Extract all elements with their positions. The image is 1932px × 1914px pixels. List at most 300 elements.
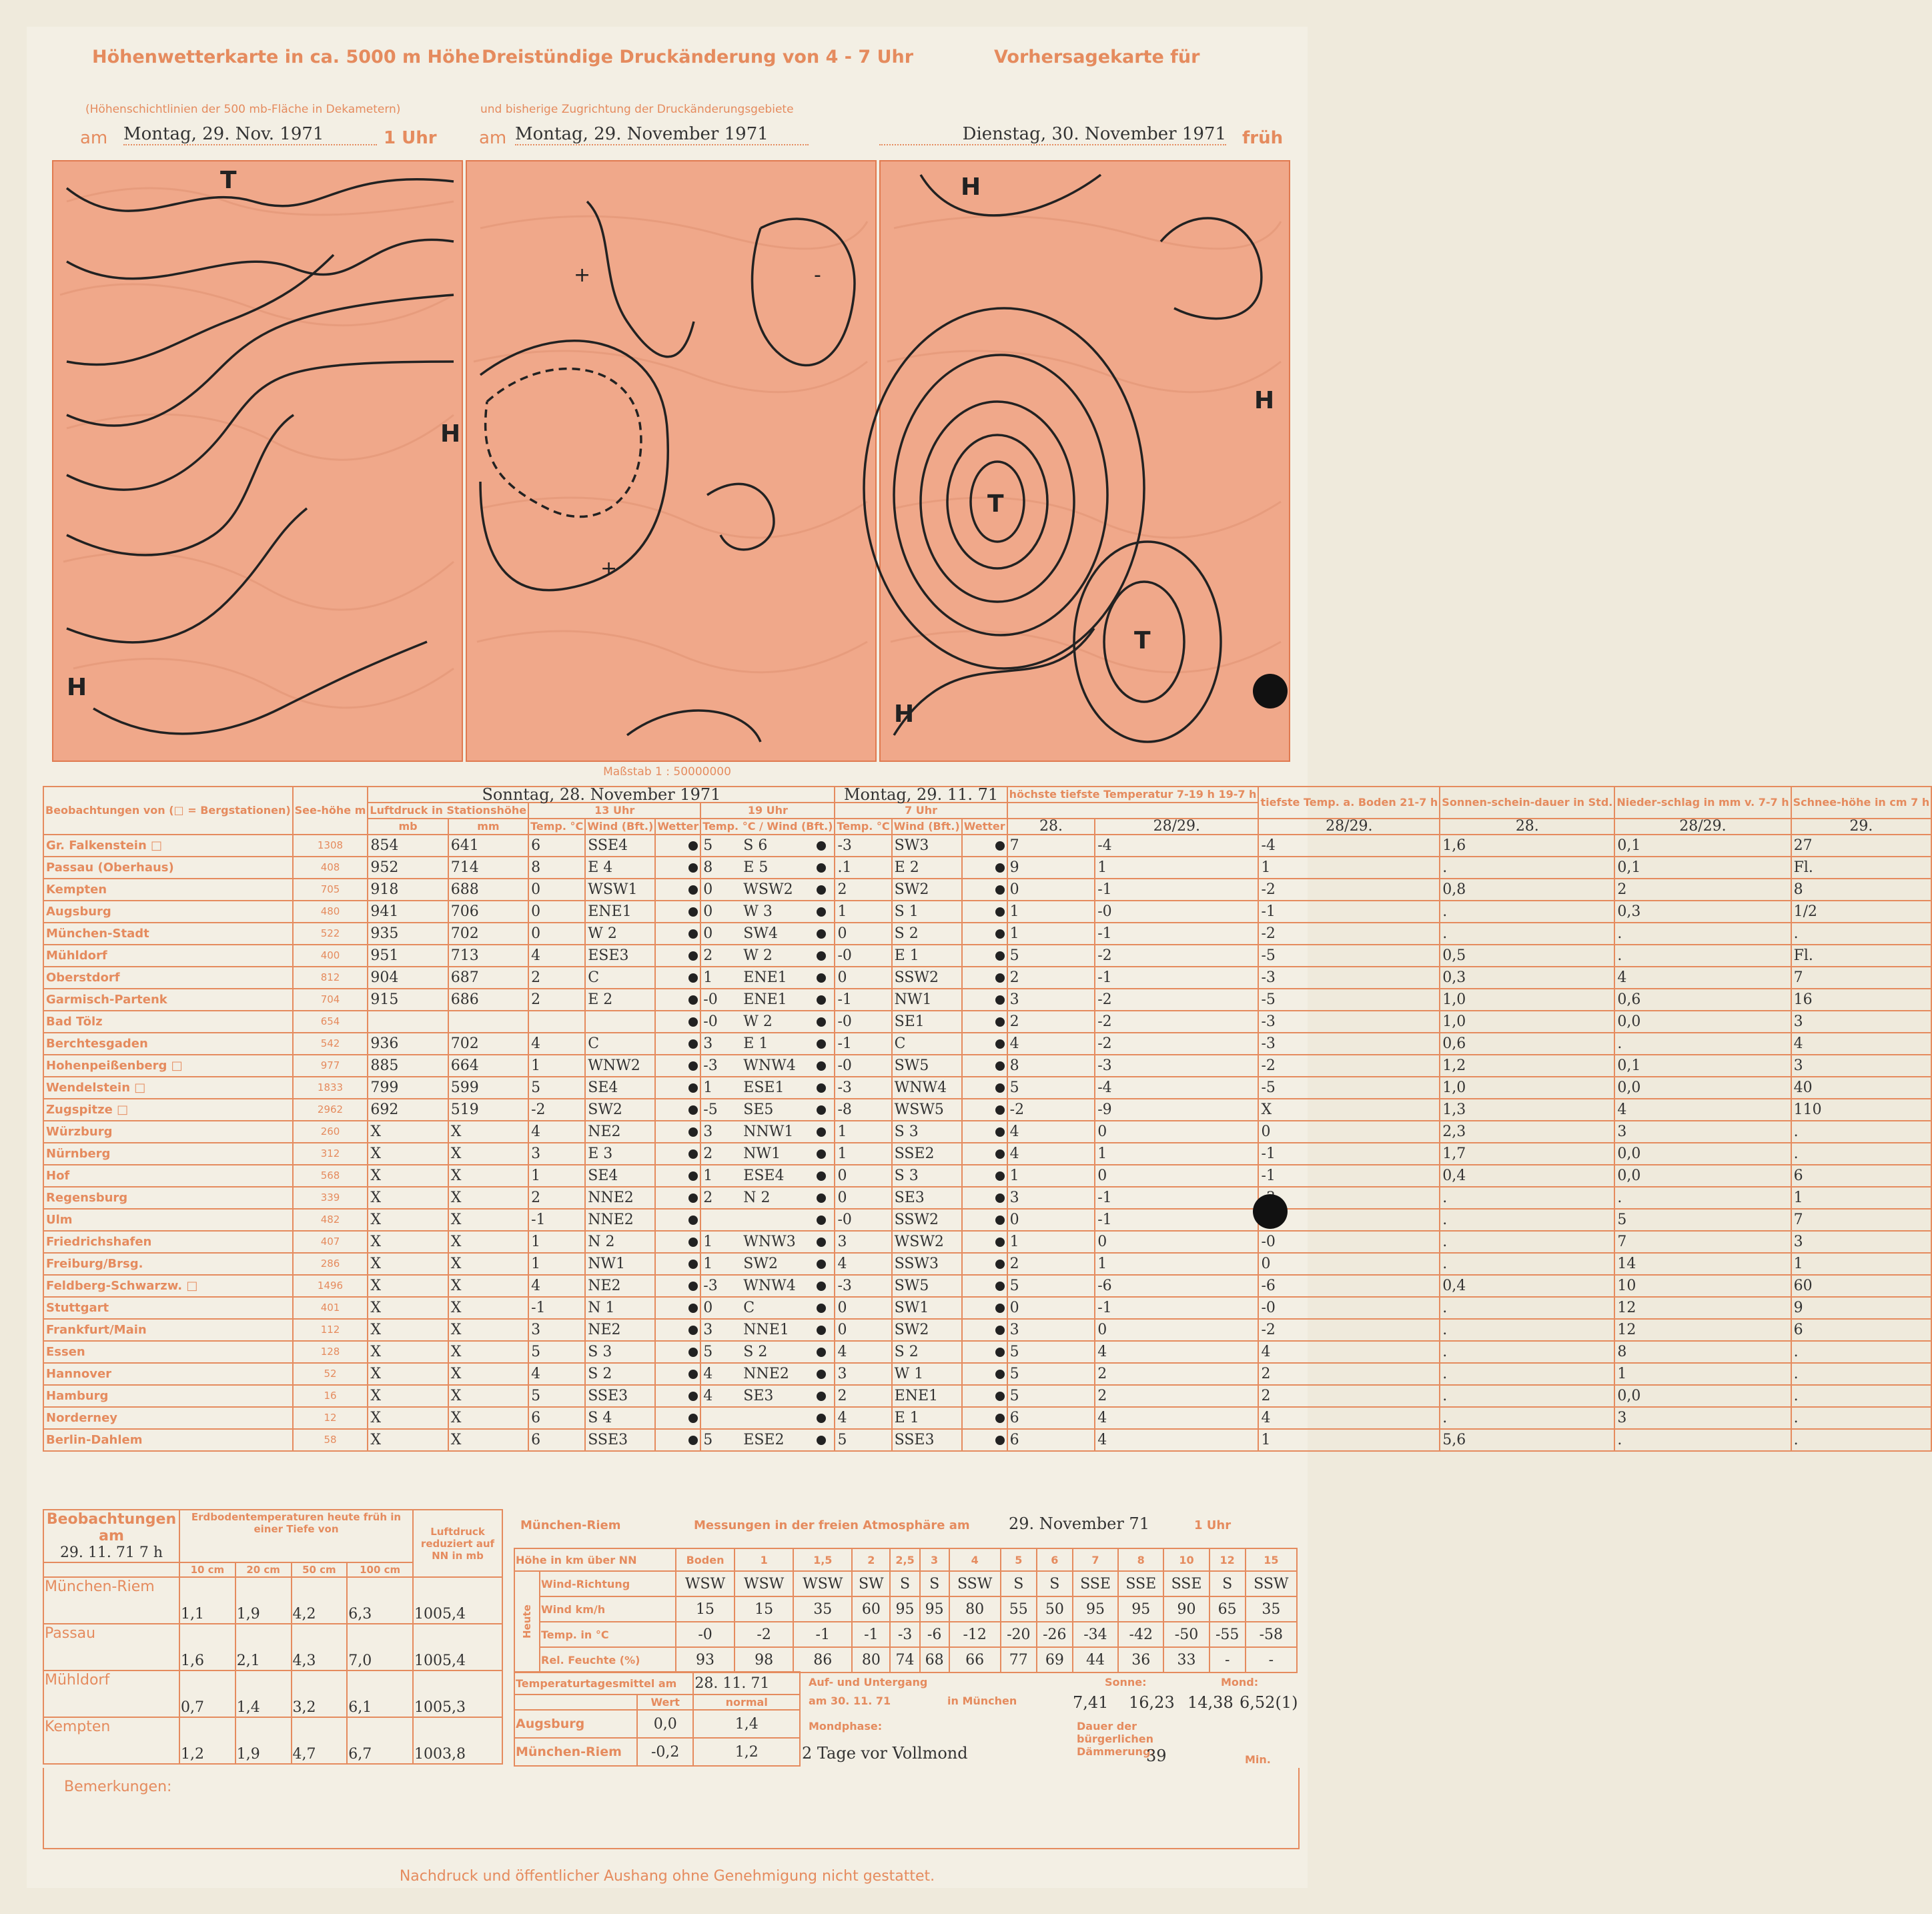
table-row	[514, 1622, 1297, 1647]
obs19-cell	[700, 945, 835, 967]
tmax: -2	[1007, 1099, 1095, 1121]
temp13: 5	[528, 1341, 585, 1363]
luft-mm: X	[448, 1385, 528, 1407]
soil-value: 4,7	[292, 1717, 348, 1764]
wind19: ESE4	[743, 1167, 785, 1184]
weather-symbol-icon	[995, 1127, 1005, 1137]
schnee: 8	[1791, 879, 1932, 901]
station-name: Regensburg	[43, 1187, 293, 1209]
temp19: 4	[703, 1366, 713, 1382]
luft-mm: X	[448, 1231, 528, 1253]
sonne: 1,0	[1440, 1077, 1614, 1099]
wind13: WSW1	[585, 879, 655, 901]
remarks-label: Bemerkungen:	[64, 1779, 172, 1795]
luft-mm: X	[448, 1429, 528, 1451]
luft-mb: 936	[368, 1033, 448, 1055]
tmin: 0	[1095, 1231, 1258, 1253]
table-row	[43, 835, 1931, 857]
tmin: -1	[1095, 1187, 1258, 1209]
temp13: -2	[528, 1099, 585, 1121]
luft-mb: X	[368, 1143, 448, 1165]
map-pressure-change	[466, 160, 877, 762]
atmos-value: SSE	[1073, 1571, 1118, 1596]
table-row	[43, 857, 1931, 879]
nieder: .	[1614, 923, 1791, 945]
nieder: 0,6	[1614, 989, 1791, 1011]
weather-symbol-icon	[995, 1238, 1005, 1247]
wind13	[585, 1011, 655, 1033]
hdr-day2: Montag, 29. 11. 71	[835, 787, 1007, 803]
obs19-cell	[700, 879, 835, 901]
map1-am: am	[80, 128, 108, 148]
luft-mm: 702	[448, 1033, 528, 1055]
wetter7	[962, 857, 1007, 879]
wetter7	[962, 1341, 1007, 1363]
temp7: -0	[835, 1209, 891, 1231]
sonne: 0,4	[1440, 1165, 1614, 1187]
wetter7	[962, 1363, 1007, 1385]
weather-symbol-icon	[688, 1017, 698, 1027]
wetter7	[962, 1165, 1007, 1187]
weather-symbol-icon	[688, 841, 698, 851]
mittel-value: 0,0	[637, 1710, 693, 1738]
wetter7	[962, 1429, 1007, 1451]
table-row	[43, 1143, 1931, 1165]
soil-value: 1,9	[235, 1577, 292, 1624]
observations-table	[43, 786, 1932, 1452]
hdr-13uhr: 13 Uhr	[528, 803, 700, 819]
svg-text:H: H	[1254, 387, 1275, 414]
weather-symbol-icon	[688, 1414, 698, 1423]
weather-symbol-icon	[995, 863, 1005, 873]
hdr-wind13: Wind (Bft.)	[585, 819, 655, 835]
wind19: NNW1	[743, 1123, 794, 1140]
soil-erd: Erdbodentemperaturen heute früh in einer Tiefe von	[179, 1510, 413, 1562]
obs19-cell	[700, 1429, 835, 1451]
wind7: S 2	[892, 923, 962, 945]
schnee: Fl.	[1791, 945, 1932, 967]
wind7: NW1	[892, 989, 962, 1011]
atmos-value: 95	[1073, 1596, 1118, 1622]
sonne: 1,3	[1440, 1099, 1614, 1121]
wetter7	[962, 1319, 1007, 1341]
station-name: Mühldorf	[43, 945, 293, 967]
table-row	[43, 1670, 502, 1717]
wind7: WSW5	[892, 1099, 962, 1121]
table-row	[43, 945, 1931, 967]
tmin: 0	[1095, 1121, 1258, 1143]
table-row	[43, 1341, 1931, 1363]
luft-mm: 688	[448, 879, 528, 901]
table-row	[43, 1209, 1931, 1231]
temp19: 2	[703, 1145, 713, 1162]
wetter7	[962, 923, 1007, 945]
weather-symbol-icon	[688, 973, 698, 983]
weather-symbol-icon	[688, 1216, 698, 1225]
sonne: 1,7	[1440, 1143, 1614, 1165]
wind19: ENE1	[743, 969, 787, 986]
wetter13	[655, 879, 700, 901]
sonne: .	[1440, 1385, 1614, 1407]
atmos-level: 5	[1001, 1548, 1037, 1571]
wind7: S 1	[892, 901, 962, 923]
nieder: 3	[1614, 1121, 1791, 1143]
soil-depth: 50 cm	[292, 1562, 348, 1577]
wetter13	[655, 1055, 700, 1077]
wind19: S 6	[743, 837, 768, 854]
obs19-cell	[700, 1187, 835, 1209]
seehoehe: 1833	[293, 1077, 368, 1099]
weather-symbol-icon	[995, 1370, 1005, 1379]
table-row	[514, 1710, 800, 1738]
wetter13	[655, 1319, 700, 1341]
wetter7	[962, 1099, 1007, 1121]
luft-mb: X	[368, 1231, 448, 1253]
hdr-temp7: Temp. °C	[835, 819, 891, 835]
temp19: 5	[703, 1344, 713, 1360]
soil-value: 1,4	[235, 1670, 292, 1717]
table-row	[514, 1571, 1297, 1596]
punch-hole-top	[1253, 674, 1288, 708]
wetter13	[655, 1077, 700, 1099]
wind19: W 2	[743, 1013, 773, 1030]
seehoehe: 542	[293, 1033, 368, 1055]
temp19: 1	[703, 969, 713, 986]
weather-symbol-icon	[688, 1348, 698, 1357]
tmax: 4	[1007, 1143, 1095, 1165]
temp19: 1	[703, 1167, 713, 1184]
wind7: SSE3	[892, 1429, 962, 1451]
temp19: 0	[703, 881, 713, 898]
map2-title: Dreistündige Druckänderung von 4 - 7 Uhr	[482, 47, 914, 67]
schnee: 6	[1791, 1319, 1932, 1341]
station-name: Friedrichshafen	[43, 1231, 293, 1253]
temp19: 1	[703, 1079, 713, 1096]
wind19: SE3	[743, 1388, 774, 1404]
wetter13	[655, 1407, 700, 1429]
nieder: 3	[1614, 1407, 1791, 1429]
wind13: S 2	[585, 1363, 655, 1385]
schnee: 3	[1791, 1011, 1932, 1033]
temp7: -3	[835, 1077, 891, 1099]
mittel-date: 28. 11. 71	[693, 1672, 800, 1695]
tboden: -1	[1258, 1165, 1440, 1187]
soil-value: 1005,4	[413, 1577, 502, 1624]
wetter7	[962, 1297, 1007, 1319]
nieder: 12	[1614, 1297, 1791, 1319]
tmax: 7	[1007, 835, 1095, 857]
station-name: Würzburg	[43, 1121, 293, 1143]
station-name: Zugspitze □	[43, 1099, 293, 1121]
tmax: 5	[1007, 1363, 1095, 1385]
wind7: E 1	[892, 945, 962, 967]
weather-symbol-icon	[995, 907, 1005, 917]
luft-mb: 692	[368, 1099, 448, 1121]
seehoehe: 286	[293, 1253, 368, 1275]
schnee: 7	[1791, 1209, 1932, 1231]
luft-mm: 519	[448, 1099, 528, 1121]
seehoehe: 522	[293, 923, 368, 945]
obs19-cell	[700, 1407, 835, 1429]
station-name: Hannover	[43, 1363, 293, 1385]
hdr-d3: 28/29.	[1258, 819, 1440, 835]
nieder: 12	[1614, 1319, 1791, 1341]
temp7: -1	[835, 989, 891, 1011]
atmos-value: 80	[852, 1647, 890, 1672]
wind7: SE1	[892, 1011, 962, 1033]
atmos-level: 12	[1210, 1548, 1246, 1571]
tboden: -1	[1258, 1143, 1440, 1165]
luft-mb: 885	[368, 1055, 448, 1077]
temp13: 3	[528, 1319, 585, 1341]
atmos-value: 93	[676, 1647, 735, 1672]
schnee: .	[1791, 1121, 1932, 1143]
temp19: 3	[703, 1123, 713, 1140]
obs19-cell	[700, 1275, 835, 1297]
soil-depth: 20 cm	[235, 1562, 292, 1577]
schnee: 3	[1791, 1231, 1932, 1253]
table-row	[514, 1738, 800, 1766]
weather-symbol-icon	[688, 907, 698, 917]
atmos-level: 2	[852, 1548, 890, 1571]
station-name: Kempten	[43, 879, 293, 901]
sun-am: am 30. 11. 71	[809, 1695, 891, 1707]
weather-symbol-icon	[817, 1414, 826, 1423]
sonne: .	[1440, 857, 1614, 879]
luft-mm: 702	[448, 923, 528, 945]
nieder: .	[1614, 1429, 1791, 1451]
temp19: -0	[703, 991, 718, 1008]
luft-mb: X	[368, 1253, 448, 1275]
atmos-value: 33	[1163, 1647, 1209, 1672]
atmos-value: -3	[890, 1622, 919, 1647]
mittel-value: 1,4	[693, 1710, 800, 1738]
tmax: 4	[1007, 1033, 1095, 1055]
atmos-value: 15	[735, 1596, 793, 1622]
wind19: ESE2	[743, 1432, 785, 1448]
soil-luft: Luftdruck reduziert auf NN in mb	[413, 1510, 502, 1577]
tboden: 0	[1258, 1121, 1440, 1143]
map3-date: Dienstag, 30. November 1971	[879, 124, 1226, 145]
luft-mb: 915	[368, 989, 448, 1011]
luft-mm: X	[448, 1209, 528, 1231]
mittel-wert: Wert	[637, 1695, 693, 1710]
temp7: 0	[835, 967, 891, 989]
atmos-level: 8	[1118, 1548, 1163, 1571]
sun-mond: Mond:	[1221, 1676, 1259, 1689]
table-row	[514, 1647, 1297, 1672]
tboden: -0	[1258, 1231, 1440, 1253]
weather-symbol-icon	[995, 1017, 1005, 1027]
luft-mm: 714	[448, 857, 528, 879]
table-row	[43, 901, 1931, 923]
atmos-value: 66	[949, 1647, 1001, 1672]
atmos-value: SSW	[949, 1571, 1001, 1596]
hdr-d2: 28/29.	[1095, 819, 1258, 835]
luft-mm: X	[448, 1341, 528, 1363]
seehoehe: 1496	[293, 1275, 368, 1297]
seehoehe: 480	[293, 901, 368, 923]
seehoehe: 408	[293, 857, 368, 879]
punch-hole-bottom	[1253, 1194, 1288, 1229]
obs19-cell	[700, 1319, 835, 1341]
wind7: S 3	[892, 1121, 962, 1143]
luft-mb: X	[368, 1407, 448, 1429]
weather-symbol-icon	[688, 929, 698, 939]
atmos-value: -0	[676, 1622, 735, 1647]
wind19: SW4	[743, 925, 778, 942]
wetter7	[962, 879, 1007, 901]
moon-rise: 14,38	[1187, 1693, 1234, 1712]
schnee: 1	[1791, 1187, 1932, 1209]
soil-value: 4,2	[292, 1577, 348, 1624]
temp7: 0	[835, 1187, 891, 1209]
tmin: -6	[1095, 1275, 1258, 1297]
tmin: 4	[1095, 1341, 1258, 1363]
atmos-value: 65	[1210, 1596, 1246, 1622]
weather-symbol-icon	[688, 1392, 698, 1401]
temp7: 0	[835, 923, 891, 945]
moon-phase-label: Mondphase:	[809, 1720, 883, 1733]
station-name: Ulm	[43, 1209, 293, 1231]
wind7: E 1	[892, 1407, 962, 1429]
soil-depth-spacer	[43, 1562, 179, 1577]
wind19: WNW3	[743, 1234, 796, 1250]
atmos-value: SW	[852, 1571, 890, 1596]
table-row	[43, 1429, 1931, 1451]
wind13: E 3	[585, 1143, 655, 1165]
temp7: 1	[835, 1121, 891, 1143]
table-row	[43, 1055, 1931, 1077]
wetter7	[962, 1143, 1007, 1165]
weather-symbol-icon	[817, 1436, 826, 1445]
moon-set: 6,52(1)	[1240, 1693, 1298, 1712]
atmos-time: 1 Uhr	[1194, 1518, 1232, 1532]
weather-symbol-icon	[817, 1348, 826, 1357]
station-name: Hohenpeißenberg □	[43, 1055, 293, 1077]
table-row	[43, 1577, 502, 1624]
atmos-value: -1	[793, 1622, 852, 1647]
weather-symbol-icon	[688, 885, 698, 895]
wetter7	[962, 945, 1007, 967]
daemmer-label: Dauer der bürgerlichen Dämmerung:	[1077, 1720, 1155, 1758]
nieder: 0,0	[1614, 1011, 1791, 1033]
temp13: 6	[528, 1429, 585, 1451]
hdr-d1: 28.	[1007, 819, 1095, 835]
atmos-value: -1	[852, 1622, 890, 1647]
table-row	[43, 1253, 1931, 1275]
tmax: 9	[1007, 857, 1095, 879]
temp13: 8	[528, 857, 585, 879]
hdr-hoechste-sub	[1007, 803, 1259, 819]
seehoehe: 568	[293, 1165, 368, 1187]
schnee: 16	[1791, 989, 1932, 1011]
wind7: SW3	[892, 835, 962, 857]
atmos-value: WSW	[735, 1571, 793, 1596]
tagesmittel-table	[514, 1671, 801, 1767]
temp13: 6	[528, 835, 585, 857]
map3-title: Vorhersagekarte für	[994, 47, 1200, 67]
obs19-cell	[700, 1209, 835, 1231]
luft-mb: 904	[368, 967, 448, 989]
tmax: 5	[1007, 1077, 1095, 1099]
luft-mb: X	[368, 1363, 448, 1385]
wind19: NW1	[743, 1145, 781, 1162]
wind7: E 2	[892, 857, 962, 879]
station-name: Berchtesgaden	[43, 1033, 293, 1055]
atmos-level: 15	[1246, 1548, 1297, 1571]
sun-in: in München	[947, 1695, 1017, 1707]
sonne: 0,6	[1440, 1033, 1614, 1055]
temp19: -3	[703, 1278, 718, 1294]
weather-symbol-icon	[688, 1238, 698, 1247]
nieder: 0,0	[1614, 1165, 1791, 1187]
hdr-tiefste: tiefste Temp. a. Boden 21-7 h	[1258, 787, 1440, 819]
wetter13	[655, 1121, 700, 1143]
weather-symbol-icon	[995, 1436, 1005, 1445]
schnee: 1	[1791, 1253, 1932, 1275]
wetter13	[655, 1385, 700, 1407]
temp13: 6	[528, 1407, 585, 1429]
temp13: 1	[528, 1231, 585, 1253]
wind7: SSW2	[892, 967, 962, 989]
weather-symbol-icon	[995, 1105, 1005, 1115]
obs19-cell	[700, 1077, 835, 1099]
luft-mm	[448, 1011, 528, 1033]
tmax: 1	[1007, 1231, 1095, 1253]
tboden: -2	[1258, 879, 1440, 901]
temp7: -3	[835, 835, 891, 857]
soil-value: 6,3	[347, 1577, 413, 1624]
temp7: 4	[835, 1253, 891, 1275]
sun-label: Auf- und Untergang	[809, 1676, 928, 1689]
atmos-value: 77	[1001, 1647, 1037, 1672]
atmos-value: -	[1210, 1647, 1246, 1672]
seehoehe: 401	[293, 1297, 368, 1319]
obs19-cell	[700, 989, 835, 1011]
wetter13	[655, 1429, 700, 1451]
soil-value: 1,2	[179, 1717, 235, 1764]
wetter13	[655, 1363, 700, 1385]
hdr-d4: 28.	[1440, 819, 1614, 835]
tboden: -4	[1258, 835, 1440, 857]
tboden: -5	[1258, 989, 1440, 1011]
obs19-cell	[700, 1165, 835, 1187]
wetter13	[655, 1341, 700, 1363]
weather-symbol-icon	[995, 951, 1005, 961]
tboden: -2	[1258, 1055, 1440, 1077]
wind7: C	[892, 1033, 962, 1055]
nieder: 14	[1614, 1253, 1791, 1275]
hdr-wetter13: Wetter	[655, 819, 700, 835]
weather-symbol-icon	[688, 1105, 698, 1115]
schnee: 3	[1791, 1055, 1932, 1077]
tmax: 6	[1007, 1429, 1095, 1451]
weather-symbol-icon	[688, 1061, 698, 1071]
soil-station: Kempten	[43, 1717, 179, 1764]
luft-mb: 799	[368, 1077, 448, 1099]
sun-set: 16,23	[1129, 1693, 1175, 1712]
seehoehe: 812	[293, 967, 368, 989]
soil-value: 1005,4	[413, 1624, 502, 1670]
map1-time: 1 Uhr	[384, 128, 437, 148]
atmos-value: 50	[1037, 1596, 1073, 1622]
weather-symbol-icon	[817, 1216, 826, 1225]
wind13: N 2	[585, 1231, 655, 1253]
schnee: 110	[1791, 1099, 1932, 1121]
map2-date: Montag, 29. November 1971	[515, 124, 809, 145]
temp19: -5	[703, 1101, 718, 1118]
